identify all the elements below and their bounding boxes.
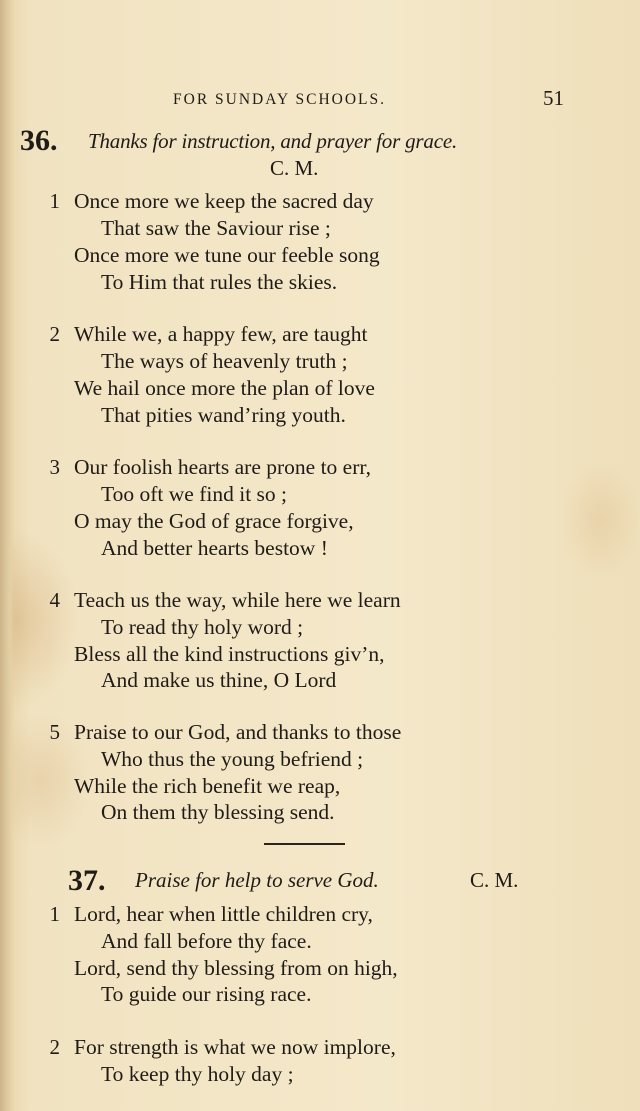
verse-line: Too oft we find it so ; [101,482,288,506]
hymn-title: Praise for help to serve God. [135,868,379,892]
verse-line: Lord, send thy blessing from on high, [74,956,398,980]
verse-line: To Him that rules the skies. [101,270,338,294]
verse-line: We hail once more the plan of love [74,376,375,400]
verse-number: 2 [49,322,60,346]
verse-line: Teach us the way, while here we learn [74,588,401,612]
hymn-meter: C. M. [470,868,519,892]
verse-line: That pities wand’ring youth. [101,403,346,427]
verse-number: 3 [49,455,60,479]
verse-line: The ways of heavenly truth ; [101,349,348,373]
verse-line: And better hearts bestow ! [101,536,328,560]
hymn-divider [264,843,345,845]
verse-number: 4 [49,588,60,612]
verse-line: Bless all the kind instructions giv’n, [74,642,385,666]
verse-number: 5 [49,720,60,744]
page-number: 51 [543,86,564,110]
verse-line: For strength is what we now implore, [74,1035,396,1059]
verse-line: While the rich benefit we reap, [74,774,341,798]
verse-number: 1 [49,902,60,926]
verse-line: On them thy blessing send. [101,800,335,824]
verse-line: That saw the Saviour rise ; [101,216,331,240]
verse-line: To guide our rising race. [101,982,312,1006]
verse-line: Once more we tune our feeble song [74,243,380,267]
hymn-meter: C. M. [270,156,319,180]
verse-line: And make us thine, O Lord [101,668,337,692]
running-head: FOR SUNDAY SCHOOLS. [173,91,386,108]
verse-line: Praise to our God, and thanks to those [74,720,402,744]
hymn-title: Thanks for instruction, and prayer for grace. [88,129,457,153]
verse-line: Lord, hear when little children cry, [74,902,373,926]
hymn-number: 37. [68,864,106,897]
verse-line: Our foolish hearts are prone to err, [74,455,372,479]
verse-line: Who thus the young befriend ; [101,747,364,771]
verse-line: To read thy holy word ; [101,615,304,639]
page-gutter-shadow [0,0,14,1111]
verse-line: O may the God of grace forgive, [74,509,354,533]
verse-number: 1 [49,189,60,213]
verse-line: To keep thy holy day ; [101,1062,294,1086]
verse-number: 2 [49,1035,60,1059]
verse-line: While we, a happy few, are taught [74,322,368,346]
verse-line: Once more we keep the sacred day [74,189,374,213]
hymn-number: 36. [20,124,58,157]
verse-line: And fall before thy face. [101,929,312,953]
